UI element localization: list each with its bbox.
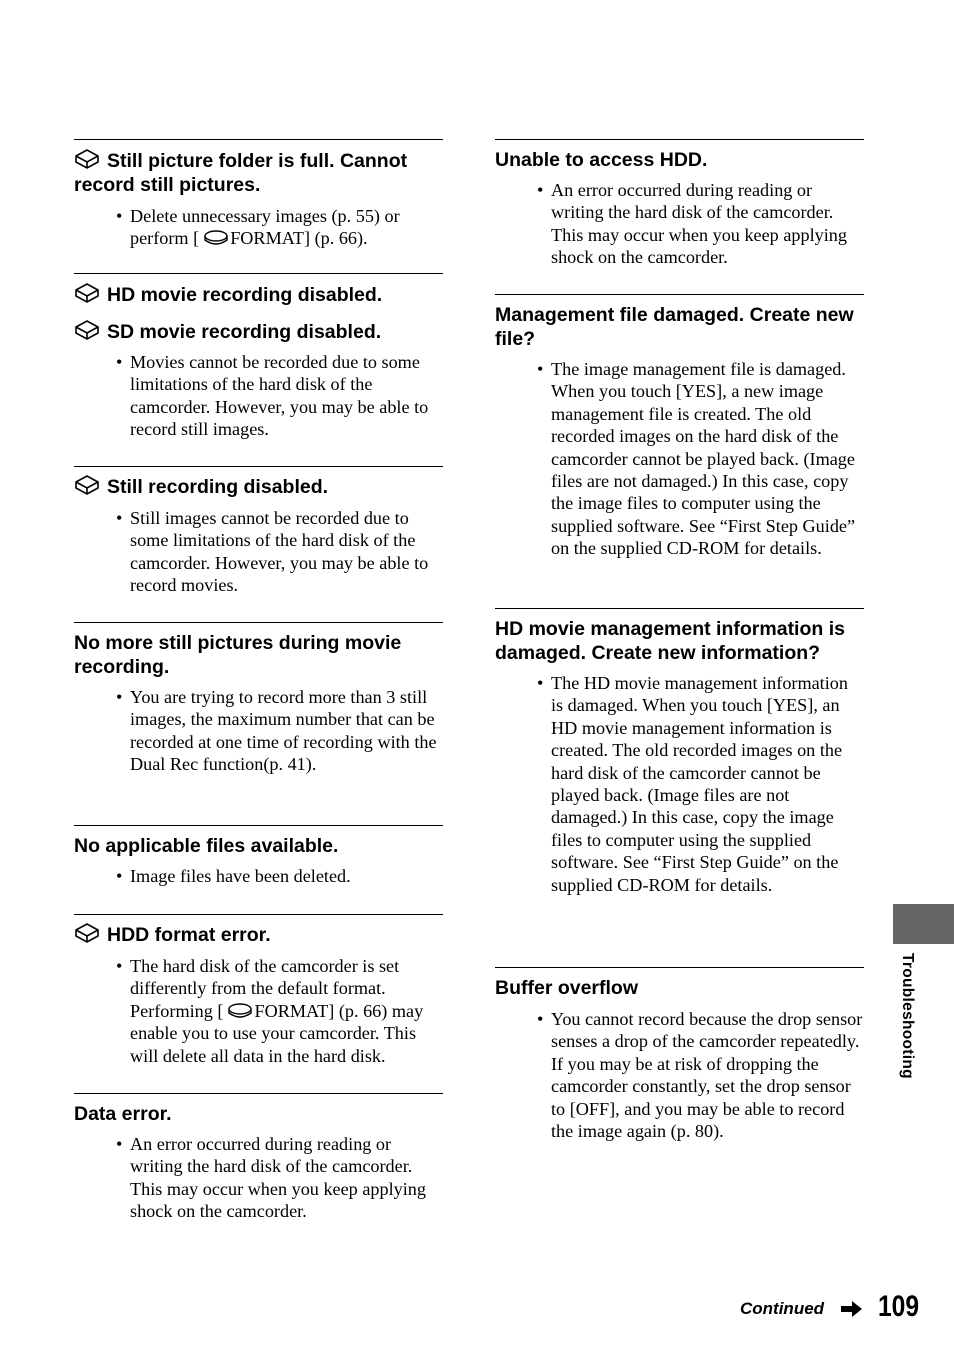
section-still-recording-disabled — [74, 466, 443, 622]
section-data-error — [74, 1093, 443, 1223]
bullet-item: • An error occurred during reading or writing the hard disk of the camcorder. This may occur when you keep applying shock on the camcorder. — [551, 179, 864, 269]
section-heading: Data error. — [74, 1103, 172, 1125]
section-movie-recording-disabled — [74, 273, 443, 466]
section-no-applicable-files — [74, 825, 443, 914]
section-heading: SD movie recording disabled. — [74, 320, 443, 344]
section-buffer-overflow — [495, 967, 864, 1142]
bullet-item: • Delete unnecessary images (p. 55) or perform [ FORMAT] (p. 66). — [130, 205, 443, 250]
page-number: 109 — [878, 1290, 920, 1323]
section-heading: HD movie management information is damaged. Create new information? — [495, 618, 845, 664]
hdd-icon — [227, 1002, 253, 1020]
section-unable-to-access-hdd — [495, 139, 864, 294]
bullet-item: • Movies cannot be recorded due to some limitations of the hard disk of the camcorder. However, you may be able to record still images. — [130, 351, 443, 441]
section-heading: Buffer overflow — [495, 977, 639, 999]
hdd-icon — [203, 229, 229, 247]
section-heading: Management file damaged. Create new file? — [495, 304, 854, 350]
section-management-file-damaged — [495, 294, 864, 608]
section-heading: No more still pictures during movie recording. — [74, 632, 402, 678]
bullet-item: • Still images cannot be recorded due to some limitations of the hard disk of the camcorder. However, you may be able to record movies. — [130, 507, 443, 597]
hdd-icon — [74, 283, 100, 303]
section-no-more-still-pictures — [74, 622, 443, 825]
section-heading: No applicable files available. — [74, 835, 339, 857]
bullet-item: • Image files have been deleted. — [130, 865, 443, 887]
bullet-item: • The HD movie management information is damaged. When you touch [YES], an HD movie management information is created. The old recorded images on the hard disk of the camcorder cannot be played back. (Image files are not damaged.) In this case, copy the image files to computer using the supplied software. See “First Step Guide” on the supplied CD-ROM for details. — [551, 672, 864, 896]
hdd-icon — [74, 923, 100, 943]
bullet-item: • The hard disk of the camcorder is set differently from the default format. Performing [ FORMAT] (p. 66) may enable you to use your camcorder. This will delete all data in the hard disk. — [130, 955, 443, 1067]
section-heading: Still picture folder is full. Cannot record still pictures. — [74, 150, 408, 196]
hdd-icon — [74, 320, 100, 340]
bullet-item: • The image management file is damaged. When you touch [YES], a new image management file is created. The old recorded images on the hard disk of the camcorder cannot be played back. (Image files are not damaged.) In this case, copy the image files to computer using the supplied software. See “First Step Guide” on the supplied CD-ROM for details. — [551, 358, 864, 560]
section-hd-movie-management-damaged — [495, 608, 864, 967]
bullet-item: • An error occurred during reading or writing the hard disk of the camcorder. This may occur when you keep applying shock on the camcorder. — [130, 1133, 443, 1223]
hdd-icon — [74, 149, 100, 169]
continued-label: Continued — [740, 1299, 825, 1318]
right-arrow-icon — [840, 1299, 864, 1319]
right-column — [495, 139, 864, 1142]
section-heading: HD movie recording disabled. — [74, 274, 443, 307]
left-column — [74, 139, 443, 1223]
section-hdd-format-error — [74, 914, 443, 1093]
section-heading: Still recording disabled. — [74, 467, 443, 499]
section-folder-full — [74, 139, 443, 273]
bullet-item: • You are trying to record more than 3 still images, the maximum number that can be recorded at one time of recording with the Dual Rec function(p. 41). — [130, 686, 443, 776]
section-tab-marker — [893, 904, 954, 944]
section-heading: HDD format error. — [74, 915, 443, 947]
bullet-item: • You cannot record because the drop sensor senses a drop of the camcorder repeatedly. If you may be at risk of dropping the camcorder constantly, set the drop sensor to [OFF], and you may be able to record the image again (p. 80). — [551, 1008, 864, 1142]
section-heading: Unable to access HDD. — [495, 149, 708, 171]
hdd-icon — [74, 475, 100, 495]
side-tab-label: Troubleshooting — [899, 953, 916, 1079]
